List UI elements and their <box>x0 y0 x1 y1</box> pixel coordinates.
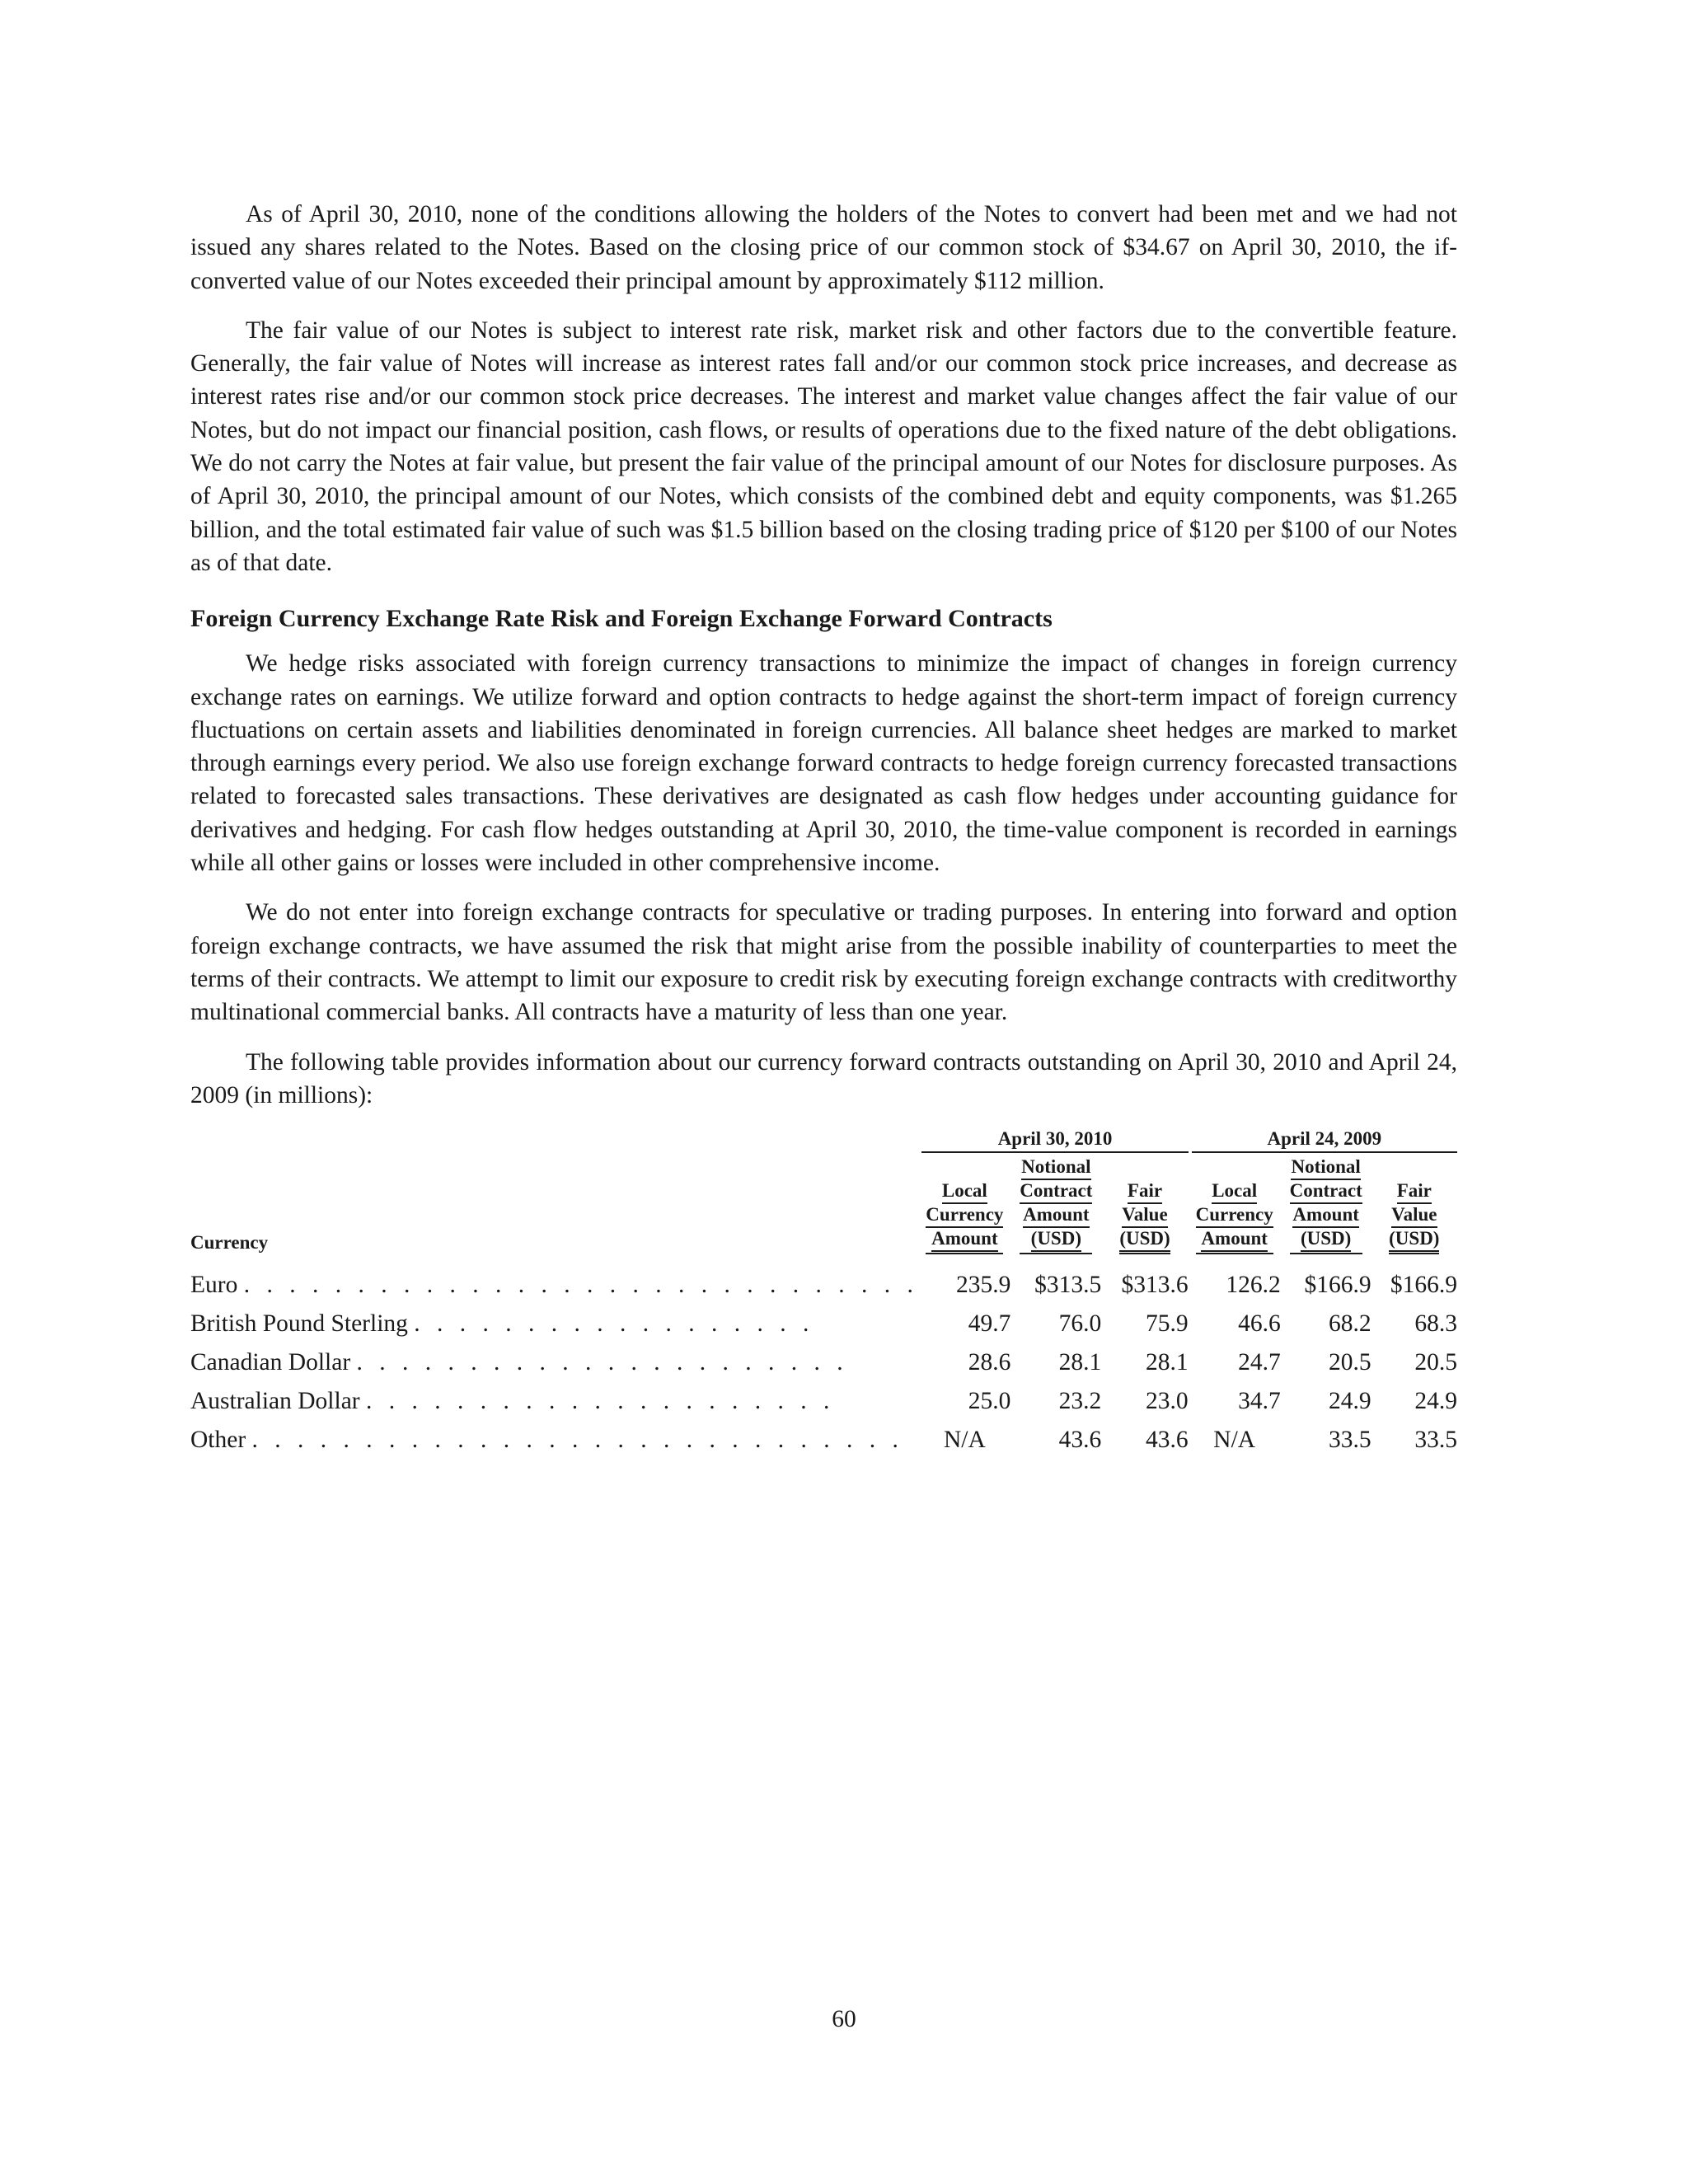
cell-local-2010: N/A <box>943 1427 986 1454</box>
paragraph-notes-fair-value: The fair value of our Notes is subject to interest rate risk, market risk and other factors due to the convertible feature. Generally, the fair value of Notes will increase as interest rates fall and/or our common stock price increases, and decrease as interest rates rise and/or our common stock price decreases. The interest and market value changes affect the fair value of our Notes, but do not impact our financial position, cash flows, or results of operations due to the fixed nature of the debt obligations. We do not carry the Notes at fair value, but present the fair value of the principal amount of our Notes for disclosure purposes. As of April 30, 2010, the principal amount of our Notes, which consists of the combined debt and equity components, was $1.265 billion, and the total estimated fair value of such was $1.5 billion based on the closing trading price of $120 per $100 of our Notes as of that date. <box>190 316 1457 576</box>
cell-notional-2009: 33.5 <box>1329 1427 1372 1454</box>
table-row <box>190 1305 1457 1343</box>
row-label: Canadian Dollar . . . . . . . . . . . . . . . . . . . . . . <box>190 1349 849 1376</box>
cell-notional-2009: 24.9 <box>1329 1388 1372 1415</box>
cell-fair-2010: 75.9 <box>1146 1310 1189 1338</box>
cell-fair-2009: 68.3 <box>1414 1310 1457 1338</box>
cell-local-2009: 46.6 <box>1238 1310 1281 1338</box>
cell-notional-2009: 20.5 <box>1329 1349 1372 1376</box>
row-label: Other . . . . . . . . . . . . . . . . . . . . . . . . . . . . . <box>190 1427 904 1454</box>
table-group-header-row <box>190 1128 1457 1153</box>
section-heading-fx-risk: Foreign Currency Exchange Rate Risk and Foreign Exchange Forward Contracts <box>190 605 1053 633</box>
document-body <box>190 198 1457 1460</box>
cell-notional-2010: 43.6 <box>1058 1427 1102 1454</box>
cell-notional-2010: 28.1 <box>1058 1349 1102 1376</box>
cell-notional-2009: $166.9 <box>1304 1272 1372 1299</box>
cell-local-2009: 24.7 <box>1238 1349 1281 1376</box>
paragraph-hedging: We hedge risks associated with foreign currency transactions to minimize the impact of changes in foreign currency exchange rates on earnings. We utilize forward and option contracts to hedge against the short-term impact of foreign currency fluctuations on certain assets and liabilities denominated in foreign currencies. All balance sheet hedges are marked to market through earnings every period. We also use foreign exchange forward contracts to hedge foreign currency forecasted transactions related to forecasted sales transactions. These derivatives are designated as cash flow hedges under accounting guidance for derivatives and hedging. For cash flow hedges outstanding at April 30, 2010, the time-value component is recorded in earnings while all other gains or losses were included in other comprehensive income. <box>190 650 1457 877</box>
cell-notional-2010: 76.0 <box>1058 1310 1102 1338</box>
cell-fair-2009: 33.5 <box>1414 1427 1457 1454</box>
group-header-2009: April 24, 2009 <box>1189 1128 1457 1153</box>
column-header-local-2009: Local Currency Amount <box>1189 1153 1281 1254</box>
cell-notional-2010: 23.2 <box>1058 1388 1102 1415</box>
cell-fair-2009: $166.9 <box>1390 1272 1457 1299</box>
cell-local-2010: 25.0 <box>968 1388 1011 1415</box>
paragraph-notes-conversion: As of April 30, 2010, none of the conditions allowing the holders of the Notes to convert had been met and we had not issued any shares related to the Notes. Based on the closing price of our common stock of $34.67 on April 30, 2010, the if-converted value of our Notes exceeded their principal amount by approximately $112 million. <box>190 201 1457 294</box>
page-number: 60 <box>832 2006 856 2032</box>
cell-local-2009: N/A <box>1213 1427 1256 1454</box>
column-header-fair-2010: Fair Value (USD) <box>1101 1153 1188 1254</box>
cell-fair-2010: 43.6 <box>1146 1427 1189 1454</box>
cell-fair-2009: 24.9 <box>1414 1388 1457 1415</box>
table-column-header-row <box>190 1153 1457 1254</box>
column-header-fair-2009: Fair Value (USD) <box>1372 1153 1457 1254</box>
paragraph-speculative: We do not enter into foreign exchange contracts for speculative or trading purposes. In entering into forward and option foreign exchange contracts, we have assumed the risk that might arise from the possible inability of counterparties to meet the terms of their contracts. We attempt to limit our exposure to credit risk by executing foreign exchange contracts with creditworthy multinational commercial banks. All contracts have a maturity of less than one year. <box>190 899 1457 1026</box>
cell-fair-2010: 23.0 <box>1146 1388 1189 1415</box>
currency-forward-contracts-table <box>190 1128 1457 1460</box>
column-header-notional-2009: Notional Contract Amount (USD) <box>1281 1153 1372 1254</box>
table-row <box>190 1382 1457 1421</box>
cell-notional-2010: $313.5 <box>1034 1272 1102 1299</box>
cell-fair-2009: 20.5 <box>1414 1349 1457 1376</box>
table-row <box>190 1254 1457 1305</box>
cell-local-2009: 34.7 <box>1238 1388 1281 1415</box>
row-label: Australian Dollar . . . . . . . . . . . . . . . . . . . . . <box>190 1388 835 1415</box>
column-header-local-2010: Local Currency Amount <box>918 1153 1010 1254</box>
cell-local-2010: 235.9 <box>956 1272 1011 1299</box>
cell-notional-2009: 68.2 <box>1329 1310 1372 1338</box>
column-header-notional-2010: Notional Contract Amount (USD) <box>1010 1153 1101 1254</box>
table-row <box>190 1421 1457 1460</box>
cell-local-2010: 49.7 <box>968 1310 1011 1338</box>
paragraph-table-intro: The following table provides information about our currency forward contracts outstanding on April 30, 2010 and April 24, 2009 (in millions): <box>190 1048 1457 1108</box>
row-label: Euro . . . . . . . . . . . . . . . . . . . . . . . . . . . . . . <box>190 1272 919 1299</box>
group-header-2010: April 30, 2010 <box>918 1128 1188 1153</box>
table-row <box>190 1343 1457 1382</box>
cell-local-2009: 126.2 <box>1226 1272 1281 1299</box>
row-label: British Pound Sterling . . . . . . . . . . . . . . . . . . <box>190 1310 814 1338</box>
cell-fair-2010: $313.6 <box>1121 1272 1189 1299</box>
cell-local-2010: 28.6 <box>968 1349 1011 1376</box>
cell-fair-2010: 28.1 <box>1146 1349 1189 1376</box>
column-header-currency: Currency <box>190 1232 269 1254</box>
